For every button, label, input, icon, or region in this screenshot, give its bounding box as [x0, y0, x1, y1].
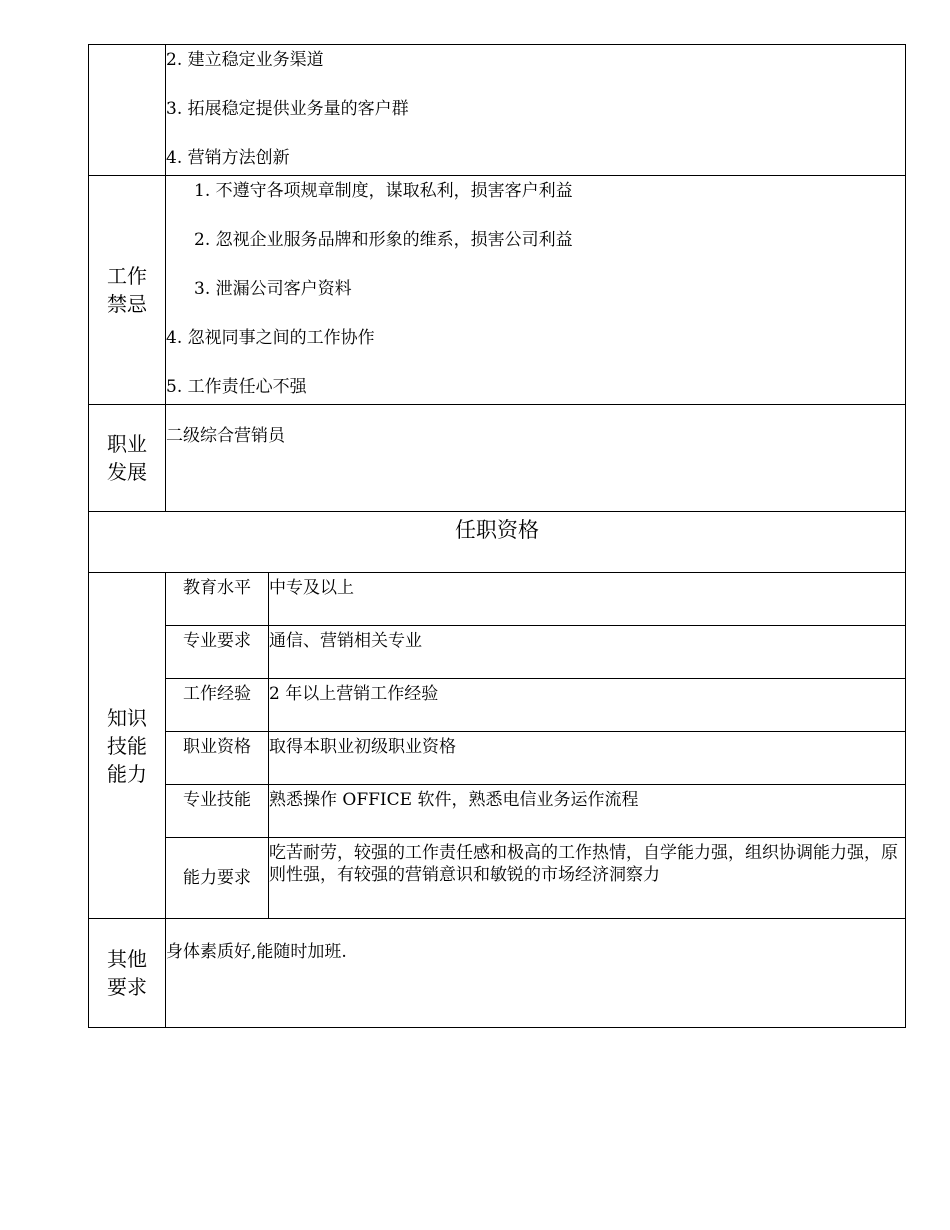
duties-content: [166, 45, 906, 176]
other-row: [89, 919, 906, 1028]
duty-item: 3. 拓展稳定提供业务量的客户群: [166, 99, 409, 119]
job-description-table: [88, 44, 906, 1028]
skill-name: 工作经验: [183, 684, 251, 704]
skills-row: [89, 573, 906, 919]
qualifications-heading: 任职资格: [89, 512, 906, 573]
skills-table-row: [166, 679, 905, 732]
taboo-row: [89, 176, 906, 405]
skill-name: 专业要求: [183, 631, 251, 651]
skills-table-row: [166, 732, 905, 785]
taboo-content: [166, 176, 906, 405]
taboo-item: 4. 忽视同事之间的工作协作: [166, 328, 375, 348]
taboo-label: 工作禁忌: [89, 176, 166, 405]
duty-item: 2. 建立稳定业务渠道: [166, 50, 324, 70]
other-value: 身体素质好,能随时加班.: [166, 919, 906, 1028]
skill-name: 职业资格: [183, 737, 251, 757]
duties-row: [89, 45, 906, 176]
duty-item: 4. 营销方法创新: [166, 148, 290, 168]
skills-label: 知识技能能力: [89, 573, 166, 919]
skill-name: 能力要求: [183, 868, 251, 888]
skill-value: 中专及以上: [269, 573, 906, 626]
skills-content: [166, 573, 906, 919]
taboo-item: 2. 忽视企业服务品牌和形象的维系，损害公司利益: [194, 230, 573, 250]
career-value: 二级综合营销员: [166, 405, 906, 512]
taboo-item: 1. 不遵守各项规章制度，谋取私利，损害客户利益: [194, 181, 573, 201]
skill-value: 通信、营销相关专业: [269, 626, 906, 679]
skill-value: 吃苦耐劳，较强的工作责任感和极高的工作热情，自学能力强，组织协调能力强，原则性强，有较强的营销意识和敏锐的市场经济洞察力: [269, 838, 906, 919]
taboo-item: 5. 工作责任心不强: [166, 377, 307, 397]
other-label: 其他要求: [89, 919, 166, 1028]
skills-table-row: [166, 785, 905, 838]
skills-table-row: [166, 626, 905, 679]
skill-value: 取得本职业初级职业资格: [269, 732, 906, 785]
skill-name: 教育水平: [183, 578, 251, 598]
career-label: 职业发展: [89, 405, 166, 512]
qualifications-heading-row: [89, 512, 906, 573]
skills-table-row: [166, 573, 905, 626]
career-row: [89, 405, 906, 512]
duties-label-cell: [89, 45, 166, 176]
skill-value: 熟悉操作 OFFICE 软件，熟悉电信业务运作流程: [269, 785, 906, 838]
skills-table: [166, 573, 905, 918]
skill-value: 2 年以上营销工作经验: [269, 679, 906, 732]
skills-table-row: [166, 838, 905, 919]
skill-name: 专业技能: [183, 790, 251, 810]
taboo-item: 3. 泄漏公司客户资料: [194, 279, 352, 299]
